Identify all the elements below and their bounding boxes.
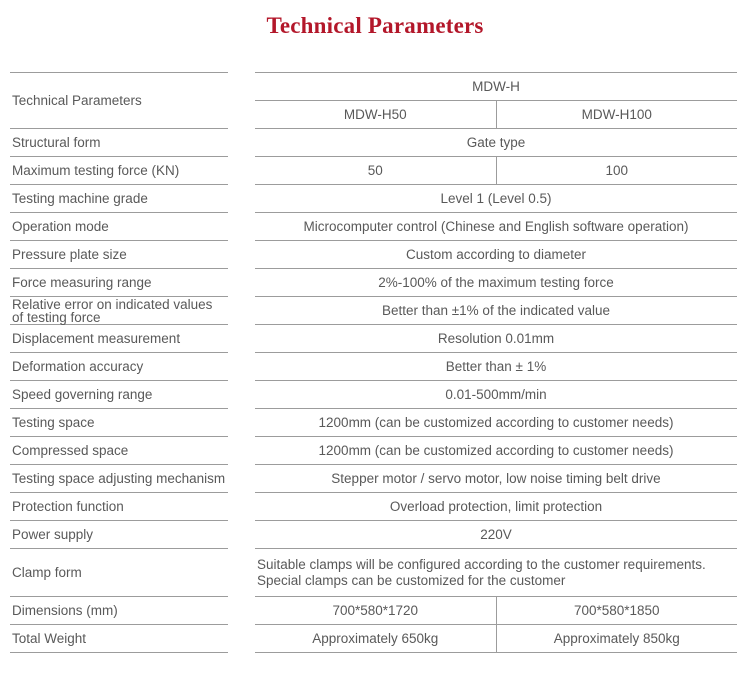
header-left-label: Technical Parameters	[10, 72, 228, 129]
row-value-a: 50	[255, 157, 497, 184]
row-label: Operation mode	[10, 213, 228, 241]
table-row	[10, 157, 737, 185]
row-values	[255, 597, 737, 625]
row-label: Testing space	[10, 409, 228, 437]
table-row	[10, 493, 737, 521]
row-value: Microcomputer control (Chinese and English software operation)	[255, 213, 737, 241]
spec-table	[10, 72, 737, 653]
table-row	[10, 129, 737, 157]
table-row	[10, 353, 737, 381]
row-value: Level 1 (Level 0.5)	[255, 185, 737, 213]
row-label: Total Weight	[10, 625, 228, 653]
row-value: Stepper motor / servo motor, low noise timing belt drive	[255, 465, 737, 493]
row-values	[255, 157, 737, 185]
row-value: Resolution 0.01mm	[255, 325, 737, 353]
row-label: Clamp form	[10, 549, 228, 597]
row-label: Power supply	[10, 521, 228, 549]
row-value: Custom according to diameter	[255, 241, 737, 269]
row-value: Better than ±1% of the indicated value	[255, 297, 737, 325]
row-label: Compressed space	[10, 437, 228, 465]
table-row	[10, 409, 737, 437]
table-row	[10, 549, 737, 597]
row-label: Relative error on indicated values of testing force	[10, 297, 228, 325]
table-row	[10, 325, 737, 353]
row-label: Deformation accuracy	[10, 353, 228, 381]
row-value-b: Approximately 850kg	[553, 630, 680, 646]
row-label: Structural form	[10, 129, 228, 157]
table-row	[10, 625, 737, 653]
table-row	[10, 297, 737, 325]
series-name: MDW-H	[255, 72, 737, 101]
row-label: Maximum testing force (KN)	[10, 157, 228, 185]
row-label: Testing machine grade	[10, 185, 228, 213]
row-label: Dimensions (mm)	[10, 597, 228, 625]
table-row	[10, 269, 737, 297]
row-value: Suitable clamps will be configured according to the customer requirements. Special clamps can be customized for the customer	[255, 549, 737, 597]
page-title: Technical Parameters	[266, 13, 484, 38]
row-value: 0.01-500mm/min	[255, 381, 737, 409]
row-value-b: 100	[605, 162, 629, 178]
row-label: Pressure plate size	[10, 241, 228, 269]
table-row	[10, 381, 737, 409]
table-row	[10, 241, 737, 269]
table-header-row	[10, 72, 737, 129]
row-label: Force measuring range	[10, 269, 228, 297]
row-label: Displacement measurement	[10, 325, 228, 353]
table-row	[10, 465, 737, 493]
table-row	[10, 521, 737, 549]
row-label: Speed governing range	[10, 381, 228, 409]
row-label: Testing space adjusting mechanism	[10, 465, 228, 493]
row-value-a: Approximately 650kg	[255, 625, 497, 652]
model-row	[255, 101, 737, 129]
model-b-label: MDW-H100	[581, 106, 652, 122]
row-value: 2%-100% of the maximum testing force	[255, 269, 737, 297]
table-row	[10, 185, 737, 213]
model-a-label: MDW-H50	[255, 101, 497, 128]
row-value-a: 700*580*1720	[255, 597, 497, 624]
row-value-b: 700*580*1850	[573, 602, 660, 618]
row-values	[255, 625, 737, 653]
table-row	[10, 437, 737, 465]
row-value: Better than ± 1%	[255, 353, 737, 381]
row-value: 220V	[255, 521, 737, 549]
row-value: 1200mm (can be customized according to customer needs)	[255, 437, 737, 465]
table-row	[10, 597, 737, 625]
row-value: 1200mm (can be customized according to customer needs)	[255, 409, 737, 437]
row-value: Gate type	[255, 129, 737, 157]
row-value: Overload protection, limit protection	[255, 493, 737, 521]
header-model-cells	[255, 72, 737, 129]
table-row	[10, 213, 737, 241]
row-label: Protection function	[10, 493, 228, 521]
